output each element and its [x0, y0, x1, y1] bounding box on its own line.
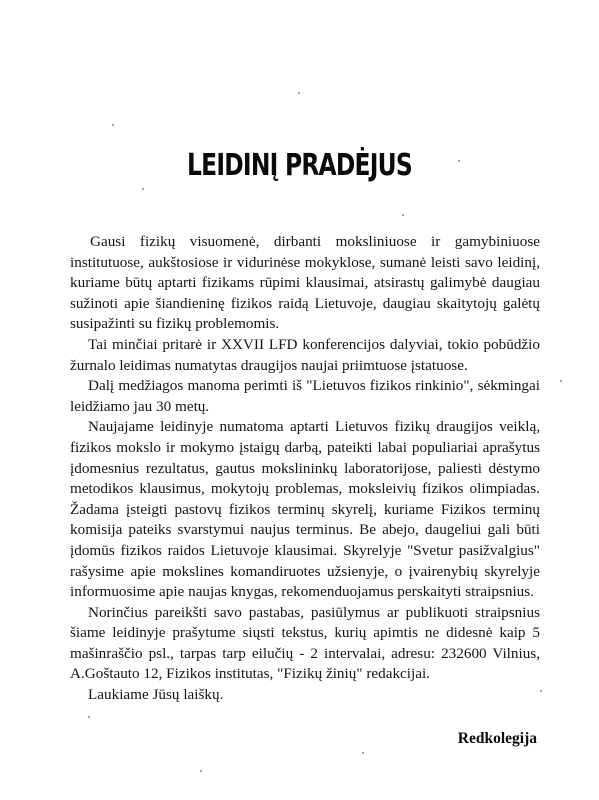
paragraph-content-plan: Naujajame leidinyje numatoma aptarti Lietuvos fizikų draugijos veiklą, fizikos mokslo ir mokymo įstaigų darbą, pateikti labai populiariai aprašytus įdomesnius rezultatus, gautus mokslininkų laboratorijose, paliesti dėstymo metodikos klausimus, mokytojų problemas, moksleivių fizikos olimpiadas. Žadama įsteigti pastovų fizikos terminų skyrelį, kuriame Fizikos terminų komisija pateiks svarstymui naujus terminus. Be abejo, daugeliui gali būti įdomūs fizikos raidos Lietuvoje klausimai. Skyrelyje "Svetur pasižvalgius" rašysime apie mokslines komandiruotes užsienyje, o įvairenybių skyrelyje informuosime apie naujas knygas, rekomenduojamus perskaityti straipsnius.: [70, 418, 540, 601]
scan-speckle: [560, 380, 562, 382]
scan-speckle: [142, 188, 144, 190]
scan-speckle: [540, 690, 542, 692]
scan-speckle: [88, 716, 90, 718]
scan-speckle: [458, 160, 460, 162]
scan-speckle: [112, 124, 114, 126]
page-title: LEIDINĮ PRADĖJUS: [187, 148, 412, 183]
scan-speckle: [402, 214, 404, 216]
paragraph-submission: Norinčius pareikšti savo pastabas, pasiūlymus ar publikuoti straipsnius šiame leidinyje prašytume siųsti tekstus, kurių apimtis ne didesnė kaip 5 mašinraščio psl., tarpas tarp eilučių - 2 intervalai, adresu: 232600 Vilnius, A.Goštauto 12, Fizikos institutas, "Fizikų žinių" redakcijai.: [70, 603, 540, 683]
scan-speckle: [298, 92, 300, 94]
paragraph-conference: Tai minčiai pritarė ir XXVII LFD konferencijos dalyviai, tokio pobūdžio žurnalo leidimas numatytas draugijos naujai priimtuose įstatuose.: [70, 335, 540, 374]
signature: Redkolegija: [457, 730, 537, 747]
paragraph-material: Dalį medžiagos manoma perimti iš "Lietuvos fizikos rinkinio", sėkmingai leidžiamo jau 30 metų.: [70, 377, 540, 415]
scan-speckle: [362, 752, 364, 754]
paragraph-closing: Laukiame Jūsų laiškų.: [88, 686, 224, 704]
scan-speckle: [200, 770, 202, 772]
article-body: [70, 232, 540, 706]
paragraph-intro: Gausi fizikų visuomenė, dirbanti moksliniuose ir gamybiniuose institutuose, aukštosiose ir vidurinėse mokyklose, sumanė leisti savo leidinį, kuriame būtų aptarti fizikams rūpimi klausimai, atsirastų galimybė daugiau sužinoti apie šiandieninę fizikos raidą Lietuvoje, daugiau skaitytojų galėtų susipažinti su fizikų problemomis.: [70, 233, 540, 333]
